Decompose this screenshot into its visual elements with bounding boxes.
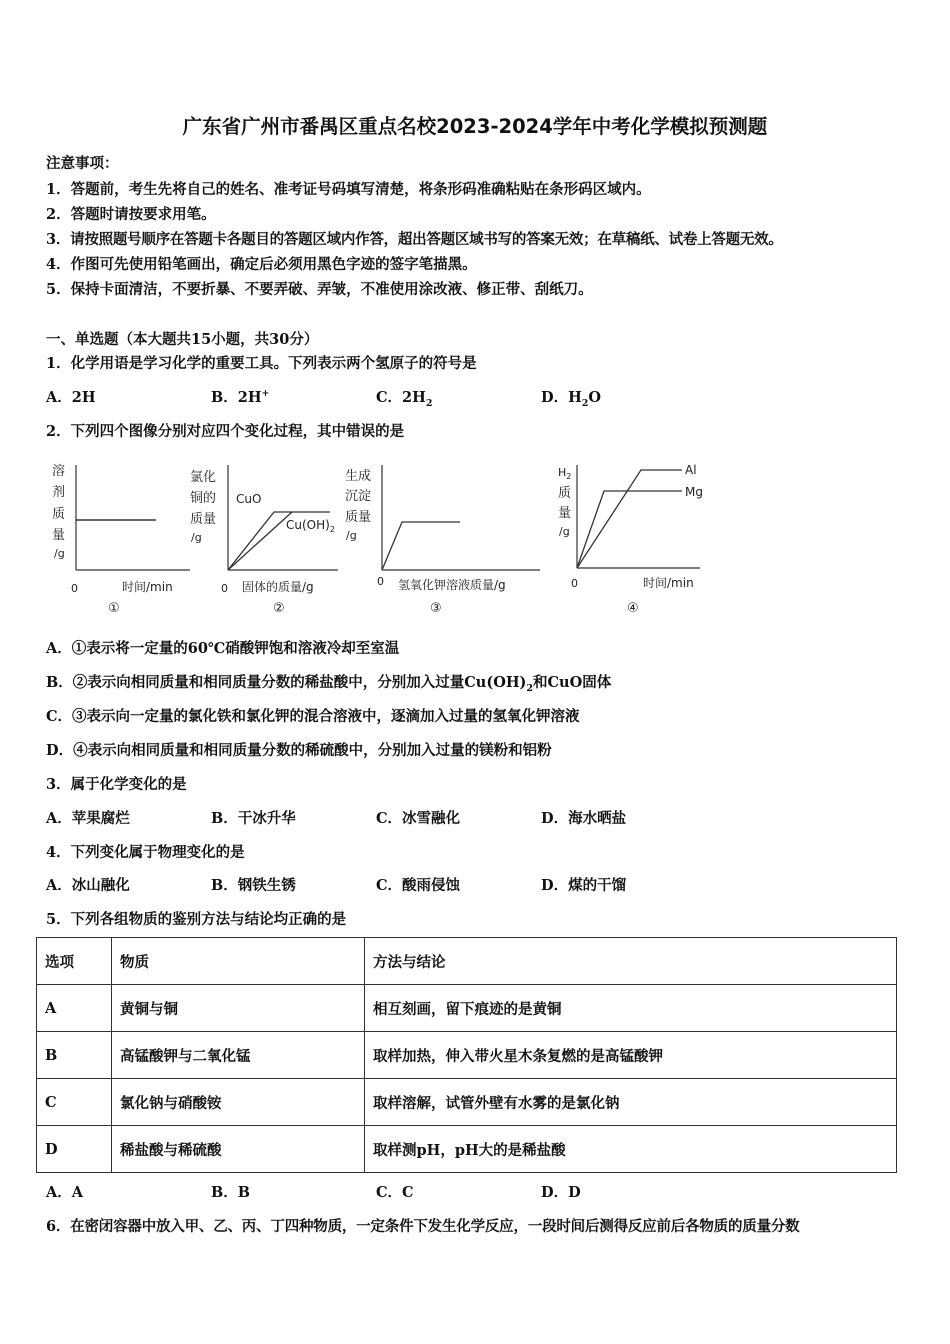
question-5-stem: 5．下列各组物质的鉴别方法与结论均正确的是 xyxy=(46,911,347,928)
option-c: C．$2H_2$ xyxy=(376,389,433,409)
table-cell: 相互刻画，留下痕迹的是黄铜 xyxy=(365,985,897,1032)
notice-item: 4．作图可先使用铅笔画出，确定后必须用黑色字迹的签字笔描黑。 xyxy=(46,256,477,273)
g4-ylabel-h2: $H_2$ xyxy=(558,466,572,481)
question-4-options xyxy=(46,874,866,894)
notice-item: 2．答题时请按要求用笔。 xyxy=(46,206,216,223)
g3-ylabel: 沉淀 xyxy=(345,489,372,504)
option-b: B．干冰升华 xyxy=(211,810,296,827)
table-row xyxy=(37,1032,897,1079)
graphs-svg xyxy=(40,455,720,625)
question-2-graphs xyxy=(40,455,720,625)
g2-series-cuo: CuO xyxy=(236,492,262,506)
g2-ylabel: 质量 xyxy=(190,512,217,527)
page-title: 广东省广州市番禺区重点名校2023-2024学年中考化学模拟预测题 xyxy=(182,115,768,138)
g4-series-mg: Mg xyxy=(685,485,703,499)
question-2-option-b: B．②表示向相同质量和相同质量分数的稀盐酸中，分别加入过量$Cu(OH)_2$和CuO固体 xyxy=(46,674,612,694)
question-2-option-a: A．①表示将一定量的60℃硝酸钾饱和溶液冷却至室温 xyxy=(46,640,400,657)
table-header-cell: 物质 xyxy=(112,938,365,985)
g2-ylabel: 氯化 xyxy=(190,470,217,485)
table-header-cell: 方法与结论 xyxy=(365,938,897,985)
option-a: A．A xyxy=(46,1184,84,1201)
question-6-stem: 6．在密闭容器中放入甲、乙、丙、丁四种物质，一定条件下发生化学反应，一段时间后测得反应前后各物质的质量分数 xyxy=(46,1218,800,1235)
table-cell: 稀盐酸与稀硫酸 xyxy=(112,1126,365,1173)
g2-number: ② xyxy=(273,601,285,616)
question-1-stem: 1．化学用语是学习化学的重要工具。下列表示两个氢原子的符号是 xyxy=(46,355,477,372)
g1-number: ① xyxy=(108,601,120,616)
question-5-options xyxy=(46,1181,866,1201)
graph-3 xyxy=(382,465,540,570)
table-cell: D xyxy=(37,1126,112,1173)
g2-xlabel: 固体的质量/g xyxy=(242,580,314,594)
table-header-row xyxy=(37,938,897,985)
g3-ylabel: 质量 xyxy=(345,510,372,525)
question-5-table xyxy=(36,937,897,1173)
option-c: C．冰雪融化 xyxy=(376,810,461,827)
option-d: D．海水晒盐 xyxy=(541,810,627,827)
g1-ylabel: 溶 xyxy=(52,464,66,479)
g1-origin: 0 xyxy=(71,582,78,595)
g4-xlabel: 时间/min xyxy=(643,576,694,590)
g1-xlabel: 时间/min xyxy=(122,580,173,594)
table-cell: A xyxy=(37,985,112,1032)
g1-ylabel: 量 xyxy=(52,528,66,543)
graph-4 xyxy=(577,465,700,568)
question-3-stem: 3．属于化学变化的是 xyxy=(46,776,187,793)
table-cell: B xyxy=(37,1032,112,1079)
option-d: D．D xyxy=(541,1184,581,1201)
question-2-option-d: D．④表示向相同质量和相同质量分数的稀硫酸中，分别加入过量的镁粉和铝粉 xyxy=(46,742,552,759)
table-cell: 黄铜与铜 xyxy=(112,985,365,1032)
option-c: C．酸雨侵蚀 xyxy=(376,877,461,894)
question-2-stem: 2．下列四个图像分别对应四个变化过程，其中错误的是 xyxy=(46,423,405,440)
g2-ylabel-unit: /g xyxy=(191,531,202,544)
g1-ylabel: 质 xyxy=(52,507,66,522)
table-cell: C xyxy=(37,1079,112,1126)
option-b: B．2H+ xyxy=(211,388,270,406)
g2-ylabel: 铜的 xyxy=(190,491,217,506)
g3-xlabel: 氢氧化钾溶液质量/g xyxy=(398,578,506,592)
g3-origin: 0 xyxy=(377,575,384,588)
option-c: C．C xyxy=(376,1184,414,1201)
graph-1 xyxy=(76,465,190,570)
table-cell: 取样测pH，pH大的是稀盐酸 xyxy=(365,1126,897,1173)
g4-origin: 0 xyxy=(571,577,578,590)
notice-item: 3．请按照题号顺序在答题卡各题目的答题区域内作答，超出答题区域书写的答案无效；在草稿纸、试卷上答题无效。 xyxy=(46,231,783,248)
option-d: D．煤的干馏 xyxy=(541,877,627,894)
g1-ylabel: 剂 xyxy=(52,485,66,500)
table-cell: 高锰酸钾与二氧化锰 xyxy=(112,1032,365,1079)
table-row xyxy=(37,1079,897,1126)
option-a: A．冰山融化 xyxy=(46,877,130,894)
option-a: A．2H xyxy=(46,389,96,406)
g3-ylabel: 生成 xyxy=(345,469,372,484)
g4-ylabel: 量 xyxy=(558,506,572,521)
table-cell: 取样溶解，试管外壁有水雾的是氯化钠 xyxy=(365,1079,897,1126)
g2-origin: 0 xyxy=(221,582,228,595)
table-cell: 取样加热，伸入带火星木条复燃的是高锰酸钾 xyxy=(365,1032,897,1079)
table-header-cell: 选项 xyxy=(37,938,112,985)
g1-ylabel-unit: /g xyxy=(54,547,65,560)
g4-number: ④ xyxy=(627,601,639,616)
option-d: D．$H_2O$ xyxy=(541,389,602,409)
notice-item: 1．答题前，考生先将自己的姓名、准考证号码填写清楚，将条形码准确粘贴在条形码区域内。 xyxy=(46,181,651,198)
g3-ylabel-unit: /g xyxy=(346,529,357,542)
question-2-option-c: C．③表示向一定量的氯化铁和氯化钾的混合溶液中，逐滴加入过量的氢氧化钾溶液 xyxy=(46,708,580,725)
g3-number: ③ xyxy=(430,601,442,616)
question-3-options xyxy=(46,807,866,827)
table-row xyxy=(37,1126,897,1173)
g2-series-cuoh2: $Cu(OH)_2$ xyxy=(286,518,335,534)
g4-series-al: Al xyxy=(685,463,697,477)
option-a: A．苹果腐烂 xyxy=(46,810,130,827)
table-row xyxy=(37,985,897,1032)
question-4-stem: 4．下列变化属于物理变化的是 xyxy=(46,844,245,861)
option-b: B．B xyxy=(211,1184,251,1201)
g4-ylabel: 质 xyxy=(558,486,572,501)
question-1-options xyxy=(46,386,866,409)
section-heading: 一、单选题（本大题共15小题，共30分） xyxy=(46,331,319,348)
option-b: B．钢铁生锈 xyxy=(211,877,296,894)
table-cell: 氯化钠与硝酸铵 xyxy=(112,1079,365,1126)
g4-ylabel-unit: /g xyxy=(559,525,570,538)
notice-heading: 注意事项： xyxy=(46,155,119,172)
notice-item: 5．保持卡面清洁，不要折暴、不要弄破、弄皱，不准使用涂改液、修正带、刮纸刀。 xyxy=(46,281,593,298)
